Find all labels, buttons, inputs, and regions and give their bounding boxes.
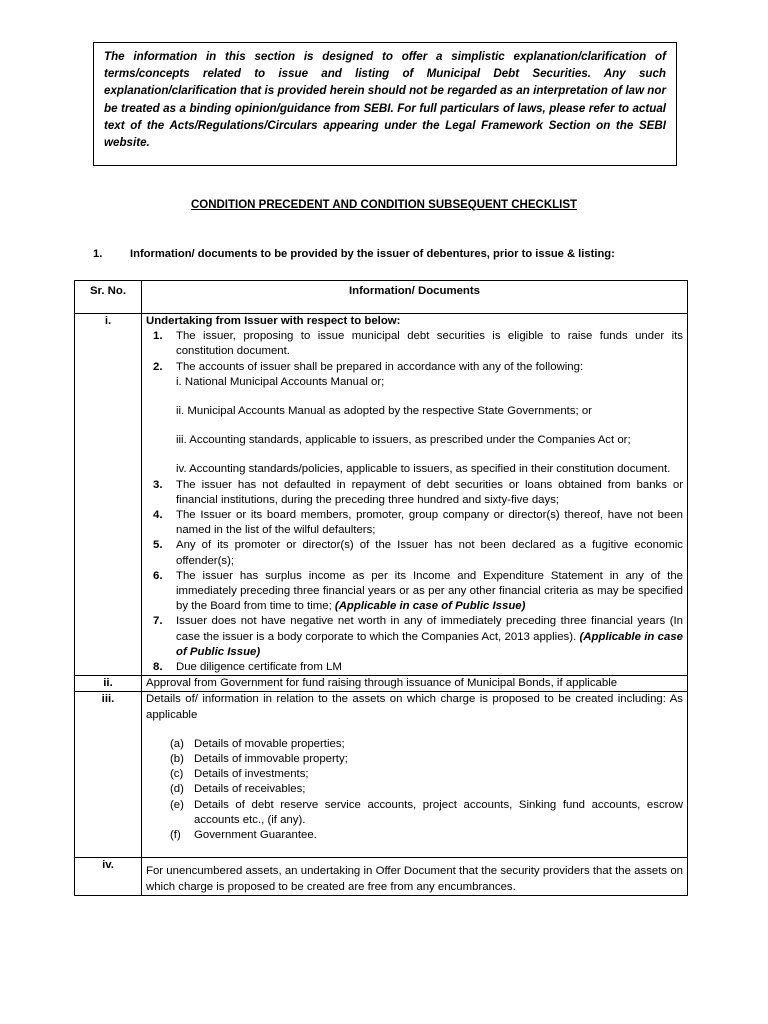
item-text: Any of its promoter or director(s) of the Issuer has not been declared as a fugitive economic offender(s); <box>176 539 683 567</box>
row-sr-no: iv. <box>75 858 142 895</box>
list-item <box>146 660 683 675</box>
row-sr-no: i. <box>75 314 142 676</box>
item-text: The Issuer or its board members, promoter, group company or director(s) thereof, have not been named in the list of the wilful defaulters; <box>176 509 683 537</box>
item-number: 4. <box>153 509 163 522</box>
item-letter: (f) <box>170 829 181 842</box>
item-number: 7. <box>153 615 163 628</box>
row-text: Details of/ information in relation to the assets on which charge is proposed to be created including: As applicable <box>146 693 683 721</box>
table-row <box>75 692 688 858</box>
list-item <box>170 752 683 767</box>
item-letter: (c) <box>170 768 184 781</box>
row-content: Approval from Government for fund raising through issuance of Municipal Bonds, if applicable <box>142 676 688 692</box>
list-item <box>170 767 683 782</box>
item-number: 5. <box>153 539 163 552</box>
item-letter: (b) <box>170 753 184 766</box>
item-number: 3. <box>153 478 163 491</box>
applicability-note: (Applicable in case of Public Issue) <box>334 600 526 613</box>
list-item <box>170 737 683 752</box>
lettered-list <box>146 737 683 843</box>
table-header-row <box>75 281 688 314</box>
list-item <box>146 329 683 359</box>
item-letter: (d) <box>170 783 184 796</box>
item-text: Government Guarantee. <box>194 829 317 842</box>
item-text: Details of debt reserve service accounts, project accounts, Sinking fund accounts, escrow accounts etc., (if any). <box>194 798 683 826</box>
header-info-documents: Information/ Documents <box>142 281 688 314</box>
list-item <box>146 614 683 660</box>
table-row <box>75 314 688 676</box>
list-item <box>170 782 683 797</box>
list-item <box>146 508 683 538</box>
item-number: 2. <box>153 360 163 373</box>
list-item <box>170 798 683 828</box>
section-text: Information/ documents to be provided by the issuer of debentures, prior to issue & listing: <box>130 248 615 260</box>
table-row <box>75 676 688 692</box>
item-text: The issuer has surplus income as per its Income and Expenditure Statement in any of the immediately preceding three financial years or as per any other financial criteria as may be specified by the Board from time to time; <box>176 569 683 613</box>
checklist-table <box>74 280 688 896</box>
applicability-note: (Applicable in case of Public Issue) <box>176 630 683 658</box>
list-item <box>146 569 683 615</box>
numbered-list <box>146 329 683 675</box>
item-number: 6. <box>153 569 163 582</box>
item-text: The issuer, proposing to issue municipal debt securities is eligible to raise funds under its constitution document. <box>176 330 683 358</box>
list-item <box>146 538 683 568</box>
disclaimer-box <box>93 42 677 166</box>
item-text: Details of immovable property; <box>194 753 348 766</box>
list-item <box>146 478 683 508</box>
row-content <box>142 692 688 858</box>
page-title: CONDITION PRECEDENT AND CONDITION SUBSEQUENT CHECKLIST <box>190 199 578 211</box>
sub-item: iii. Accounting standards, applicable to issuers, as prescribed under the Companies Act or; <box>176 434 631 447</box>
item-text: Details of receivables; <box>194 783 306 796</box>
item-letter: (e) <box>170 798 184 811</box>
list-item <box>170 828 683 843</box>
item-number: 1. <box>153 330 163 343</box>
disclaimer-text: The information in this section is designed to offer a simplistic explanation/clarification of terms/concepts related to issue and listing of Municipal Debt Securities. Any such explanation/clarification that is provided herein should not be regarded as an interpretation of law nor be treated as a binding opinion/guidance from SEBI. For full particulars of laws, please refer to actual text of the Acts/Regulations/Circulars appearing under the Legal Framework Section on the SEBI website. <box>104 50 666 150</box>
item-letter: (a) <box>170 737 184 750</box>
list-item <box>146 360 683 478</box>
header-sr-no: Sr. No. <box>75 281 142 314</box>
row-content <box>142 314 688 676</box>
item-text: The accounts of issuer shall be prepared in accordance with any of the following: <box>176 360 584 373</box>
row-heading: Undertaking from Issuer with respect to below: <box>146 315 401 327</box>
section-heading <box>93 248 615 260</box>
item-number: 8. <box>153 661 163 674</box>
item-text: Details of investments; <box>194 768 309 781</box>
item-text: Issuer does not have negative net worth in any of immediately preceding three financial years (In case the issuer is a body corporate to which the Companies Act, 2013 applies). <box>176 615 683 643</box>
item-text: The issuer has not defaulted in repayment of debt securities or loans obtained from banks or financial institutions, during the preceding three hundred and sixty-five days; <box>176 478 683 506</box>
item-text: Due diligence certificate from LM <box>176 661 342 674</box>
section-number: 1. <box>93 248 103 260</box>
item-text: Details of movable properties; <box>194 737 345 750</box>
sub-item: i. National Municipal Accounts Manual or; <box>176 375 385 388</box>
row-sr-no: ii. <box>75 676 142 692</box>
row-content: For unencumbered assets, an undertaking in Offer Document that the security providers that the assets on which charge is proposed to be created are free from any encumbrances. <box>142 858 688 895</box>
sub-item: iv. Accounting standards/policies, applicable to issuers, as specified in their constitution document. <box>176 463 671 476</box>
sub-item: ii. Municipal Accounts Manual as adopted by the respective State Governments; or <box>176 405 592 418</box>
row-sr-no: iii. <box>75 692 142 858</box>
table-row <box>75 858 688 895</box>
